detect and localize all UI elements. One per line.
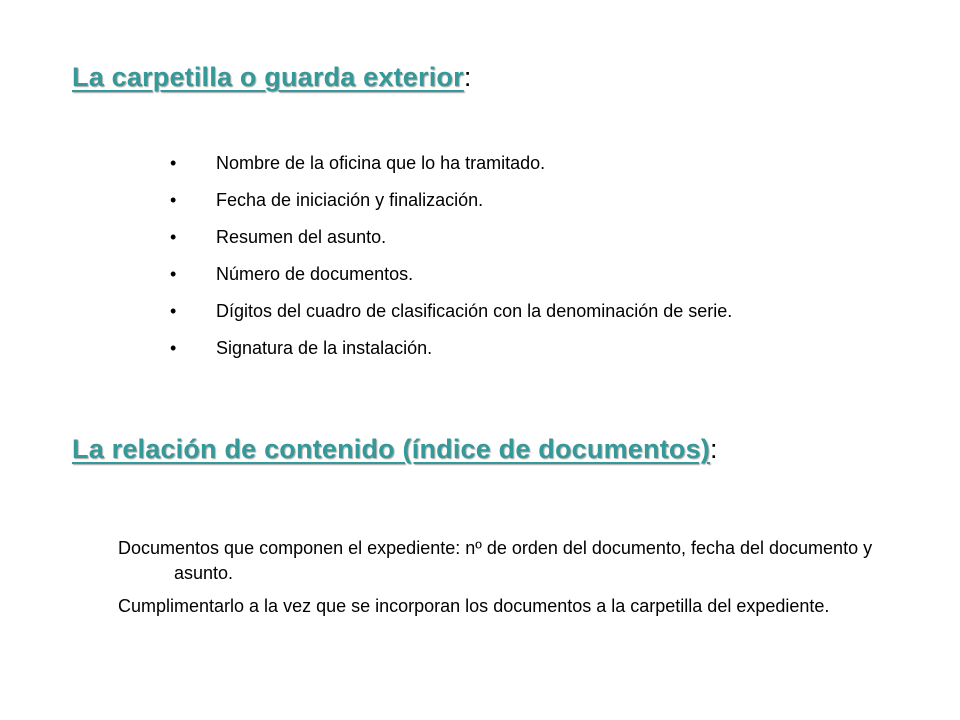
list-item	[170, 226, 850, 249]
section-heading-title: La carpetilla o guarda exterior	[72, 62, 464, 92]
heading-colon: :	[463, 62, 472, 92]
paragraph-documentos: Documentos que componen el expediente: nº de orden del documento, fecha del documento y asunto.	[118, 538, 873, 583]
list-item-text: Dígitos del cuadro de clasificación con la denominación de serie.	[216, 301, 733, 321]
list-item	[170, 189, 850, 212]
bullet-icon: •	[170, 338, 177, 358]
list-item-text: Resumen del asunto.	[216, 227, 387, 247]
list-item-text: Signatura de la instalación.	[216, 338, 433, 358]
list-item	[170, 300, 850, 323]
list-item-text: Nombre de la oficina que lo ha tramitado.	[216, 153, 546, 173]
relacion-paragraphs	[118, 536, 904, 627]
list-item-text: Número de documentos.	[216, 264, 414, 284]
heading-colon: :	[709, 434, 718, 464]
section-heading-carpetilla	[72, 62, 472, 93]
bullet-icon: •	[170, 227, 177, 247]
list-item-text: Fecha de iniciación y finalización.	[216, 190, 484, 210]
paragraph-cumplimentarlo: Cumplimentarlo a la vez que se incorporan los documentos a la carpetilla del expediente.	[118, 596, 830, 616]
bullet-icon: •	[170, 153, 177, 173]
section-heading-title: La relación de contenido (índice de documentos)	[72, 434, 710, 464]
section-heading-relacion	[72, 434, 718, 465]
list-item	[170, 263, 850, 286]
carpetilla-bullet-list	[170, 152, 850, 374]
list-item	[170, 152, 850, 175]
bullet-icon: •	[170, 264, 177, 284]
list-item	[170, 337, 850, 360]
bullet-icon: •	[170, 190, 177, 210]
bullet-icon: •	[170, 301, 177, 321]
